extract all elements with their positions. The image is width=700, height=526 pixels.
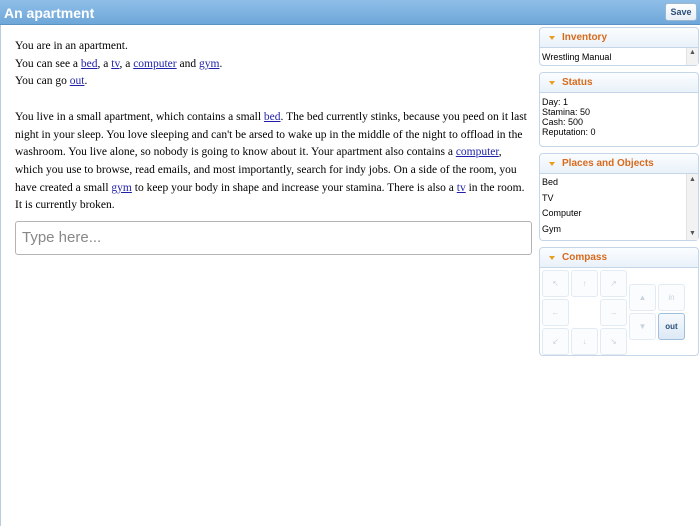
page-title: An apartment: [4, 5, 95, 21]
scroll-down-icon[interactable]: ▼: [689, 230, 696, 237]
command-input[interactable]: Type here...: [15, 221, 532, 255]
compass-south-icon[interactable]: ↓: [571, 328, 598, 355]
place-item-bed[interactable]: Bed: [542, 177, 559, 187]
compass-up-icon[interactable]: ▲: [629, 284, 656, 311]
places-panel: [539, 153, 699, 241]
place-item-tv[interactable]: TV: [542, 192, 554, 203]
compass-panel: [539, 247, 699, 356]
desc-link-computer[interactable]: computer: [455, 146, 499, 159]
compass-southwest-icon[interactable]: ↙: [542, 328, 569, 355]
compass-southeast-icon[interactable]: ↘: [600, 328, 627, 355]
desc-link-bed[interactable]: bed: [263, 110, 281, 123]
compass-east-icon[interactable]: →: [600, 299, 627, 326]
status-reputation: Reputation: 0: [542, 127, 596, 137]
inventory-list: [540, 48, 698, 65]
object-link-bed[interactable]: bed: [80, 57, 98, 70]
place-item-computer[interactable]: Computer: [542, 208, 582, 218]
compass-northeast-icon[interactable]: ↗: [600, 270, 627, 297]
places-scrollbar[interactable]: [686, 174, 698, 240]
object-link-gym[interactable]: gym: [198, 57, 220, 70]
compass-northwest-icon[interactable]: ↖: [542, 270, 569, 297]
compass-out-button[interactable]: out: [658, 313, 685, 340]
collapse-triangle-icon: [549, 256, 555, 260]
status-panel: [539, 72, 699, 147]
places-header[interactable]: Places and Objects: [540, 154, 698, 174]
left-border: [0, 25, 1, 526]
status-day: Day: 1: [542, 97, 569, 107]
collapse-triangle-icon: [549, 36, 555, 40]
compass-in-button[interactable]: in: [658, 284, 685, 311]
objects-line: You can see a bed, a tv, a computer and gym.: [15, 57, 223, 70]
room-intro-line: You are in an apartment.: [15, 40, 128, 52]
collapse-triangle-icon: [549, 162, 555, 166]
desc-link-tv[interactable]: tv: [456, 181, 466, 194]
inventory-panel: [539, 27, 699, 66]
inventory-header[interactable]: Inventory: [540, 28, 698, 48]
exit-link-out[interactable]: out: [69, 75, 85, 88]
status-cash: Cash: 500: [542, 117, 584, 127]
scroll-up-icon[interactable]: ▲: [689, 49, 696, 56]
place-item-gym[interactable]: Gym: [542, 223, 561, 234]
compass-grid: [540, 268, 698, 356]
room-description: You live in a small apartment, which contains a small bed. The bed currently stinks, because you peed on it last night in your sleep. You love sleeping and can't be arsed to wake up in the middle of the night to offload in the washroom. You live alone, so nobody is going to know about it. Your apartment also contains a computer, which you use to browse, read emails, and most importantly, search for indy jobs. On a side of the room, you have created a small gym to keep your body in shape and increase your stamina. There is also a tv in the room. It is currently broken.: [15, 110, 527, 212]
scroll-up-icon[interactable]: ▲: [689, 176, 696, 183]
compass-west-icon[interactable]: ←: [542, 299, 569, 326]
title-bar: [0, 0, 700, 25]
object-link-tv[interactable]: tv: [111, 57, 120, 70]
compass-header[interactable]: Compass: [540, 248, 698, 268]
places-list: [540, 174, 698, 240]
game-output: [15, 38, 532, 215]
compass-down-icon[interactable]: ▼: [629, 313, 656, 340]
status-stamina: Stamina: 50: [542, 107, 591, 117]
status-header[interactable]: Status: [540, 73, 698, 93]
collapse-triangle-icon: [549, 81, 555, 85]
desc-link-gym[interactable]: gym: [111, 181, 132, 194]
compass-north-icon[interactable]: ↑: [571, 270, 598, 297]
status-list: [540, 93, 698, 137]
save-button[interactable]: Save: [665, 3, 697, 21]
exits-line: You can go out.: [15, 75, 88, 88]
inventory-item[interactable]: Wrestling Manual: [542, 52, 612, 62]
inventory-scrollbar[interactable]: [686, 48, 698, 65]
object-link-computer[interactable]: computer: [133, 57, 177, 70]
